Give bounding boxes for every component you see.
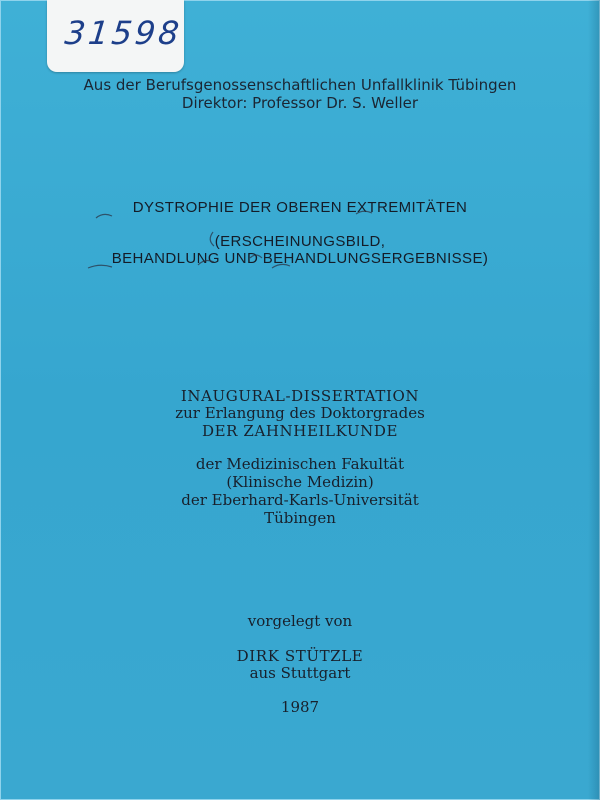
dissertation-purpose: zur Erlangung des Doktorgrades [175, 404, 425, 422]
faculty-line-3: der Eberhard-Karls-Universität [181, 491, 419, 509]
title-line-3: BEHANDLUNG UND BEHANDLUNGSERGEBNISSE) [111, 250, 489, 267]
faculty-line-4: Tübingen [264, 509, 336, 527]
publication-year: 1987 [280, 698, 320, 716]
dissertation-degree: DER ZAHNHEILKUNDE [201, 422, 399, 440]
faculty-line-2: (Klinische Medizin) [226, 473, 374, 491]
institution-line-1: Aus der Berufsgenossenschaftlichen Unfallklinik Tübingen [83, 76, 517, 94]
author-origin: aus Stuttgart [249, 664, 351, 682]
presented-by: vorgelegt von [247, 612, 353, 630]
library-stamp-number: 31598 [63, 14, 184, 52]
dissertation-type: INAUGURAL-DISSERTATION [180, 387, 420, 405]
title-line-2: (ERSCHEINUNGSBILD, [214, 233, 386, 250]
pencil-underline-marks [0, 0, 600, 280]
faculty-line-1: der Medizinischen Fakultät [195, 455, 405, 473]
title-line-1: DYSTROPHIE DER OBEREN EXTREMITÄTEN [132, 199, 468, 216]
author-name: DIRK STÜTZLE [236, 647, 364, 665]
institution-director: Direktor: Professor Dr. S. Weller [181, 94, 419, 112]
